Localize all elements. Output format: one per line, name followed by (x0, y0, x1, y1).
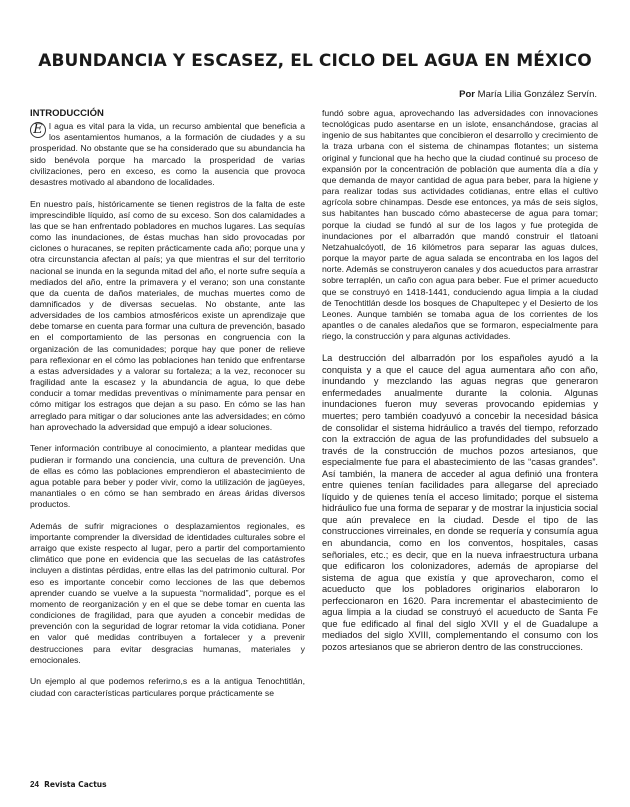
paragraph: En nuestro país, históricamente se tienen registros de la falta de este imprescindible líquido, así como de su exceso. Son dos calamidades a las que se han enfrentado pobladores en muchos lugares. Las sequías como las inundaciones, de éstas muchas han sido provocadas por ciclones o huracanes, se repiten prácticamente cada año; porque una y otra circunstancia afectan al país; ya que mientras el sur del territorio nacional se inunda en la segunda mitad del año, el norte sufre sequía a mediados del año, entre la primavera y el verano; son una constante que da cuenta de daños materiales, de muchas muertes como de damnificados y de diversas secuelas. No obstante, ante las adversidades de los cambios atmosféricos existe un aprendizaje que debe tomarse en cuenta para formar una cultura de prevención, basado en el comportamiento de las personas en congruencia con la organización de las comunidades; porque hay que poner de relieve para reflexionar en el cómo las poblaciones han tenido que enfrentarse a estas adversidades y a valorar su fortaleza; a la vez, reconocer su fragilidad ante la escasez y la abundancia de agua, lo que debe conducir a tomar medidas preventivas o mínimamente para pensar en cómo mitigar los estragos que dejan a su paso. En cómo se las han arreglado para mitigar o dar soluciones ante las adversidades; en cómo han aprovechado la adversidad que empujó a idear soluciones. (30, 198, 305, 432)
paragraph: Un ejemplo al que podemos referirno,s es a la antigua Tenochtitlán, ciudad con características particulares porque prácticamente se (30, 676, 305, 698)
page-number: 24 (30, 780, 39, 789)
paragraph: fundó sobre agua, aprovechando las adversidades con innovaciones tecnológicas pudo asentarse en un islote, ensanchándose, gracias al ingenio de sus habitantes que concibieron el desarrollo y crecimiento de la traza urbana con el sistema de chinampas flotantes; un sistema original y funcional que ha hecho que la ciudad continué su proceso de expansión por la concentración de población que aumenta día a día y que demanda de mayor cantidad de agua para beber, para la higiene y para realizar todas sus actividades cotidianas, entre ellas el cultivo agrícola sobre chinampas. Desde ese entonces, ya más de seis siglos, sus habitantes han buscado cómo abastecerse de agua para tomar; porque la ciudad se fundó al sur de los lagos y fue protegida de inundaciones por el albarradón que mandó construir el tlatoani Netzahualcóyotl, de 16 kilómetros para separar las aguas dulces, porque la mayor parte de agua salada se encontraba en los lagos del norte. Además se construyeron canales y dos acueductos para arrastrar sobre terraplén, un caño con agua para beber. Fue el primer acueducto que se construyó en 1418-1441, conduciendo agua limpia a la ciudad de Tenochtitlán desde los bosques de Chapultepec y el Desierto de los Leones. Aunque también se tomaba agua de los corrientes de los apantles o de canales aledaños que se formaron, especialmente para riego, la construcción y para algunas actividades. (322, 108, 598, 342)
paragraph: Tener información contribuye al conocimiento, a plantear medidas que pudieran ir formando una conciencia, una cultura de prevención. Una de ellas es cómo las poblaciones emprendieron el abastecimiento de agua potable para beber y poder vivir, como la utilización de jagüeyes, manantiales o en cómo se han sembrado en áreas áridas diversos productos. (30, 443, 305, 510)
drop-cap-ornament: E (30, 122, 46, 138)
right-column (322, 108, 598, 665)
byline (459, 89, 597, 100)
paragraph: Además de sufrir migraciones o desplazamientos regionales, es importante comprender la diversidad de identidades culturales sobre el arraigo que existe respecto al lugar, pero a partir del comportamiento climático que pone en evidencia que las secuelas de las catástrofes incluyen a distintas pérdidas, entre ellas las del patrimonio cultural. Por eso es importante concebir como lecciones de las que debemos aprender cuando se vuelve a la supuesta “normalidad”, porque es el momento de reorganización y en el que se debe tomar en cuenta las condiciones de fragilidad, para que ayuden a concebir medidas de prevención con la seguridad de lograr retomar la vida cotidiana. Poner en valor qué medidas contribuyen a fortalecer y a prevenir destrucciones para evitar desgracias humanas, materiales y emocionales. (30, 520, 305, 665)
section-heading: INTRODUCCIÓN (30, 108, 104, 119)
page-footer (30, 780, 107, 789)
magazine-name: Revista Cactus (44, 780, 107, 789)
byline-prefix: Por (459, 89, 476, 100)
left-column (30, 108, 305, 709)
paragraph (30, 121, 305, 188)
paragraph: La destrucción del albarradón por los españoles ayudó a la conquista y a que el cauce del agua aumentara año con año, inundando y mezclando las aguas negras que generaron enfermedades anualmente durante la colonia. Algunas inundaciones fueron muy severas provocando epidemias y muertes; pero también coadyuvó a concebir la necesidad básica de consolidar el sistema hidráulico a través del tiempo, reforzado con la extracción de agua de las profundidades del subsuelo a través de la construcción de muchos pozos artesianos, que especialmente fue para el abastecimiento de las “casas grandes”. Así también, la manera de acceder al agua definió una frontera entre quienes tenían facilidades para allegarse del apreciado líquido y de quienes tenía el acceso limitado; porque el sistema hidráulico fue una forma de separar y de mostrar la injusticia social que aún prevalece en la ciudad. Desde el tipo de las construcciones virreinales, en donde se requería y consumía agua en abundancia, como en los conventos, hospitales, casas señoriales, etc.; es decir, que en la nueva infraestructura urbana que edificaron los colonizadores, además de apropiarse del sistema de agua que existía y que aprovecharon, como el acueducto que los pobladores originarios elaboraron lo perfeccionaron en 1620. Para incrementar el abastecimiento de agua limpia a la ciudad se construyó el acueducto de Santa Fe que fue edificado al final del siglo XVII y el de Guadalupe a mediados del siglo XVIII, complementando el consumo con los pozos artesianos que se abrieron dentro de las construcciones. (322, 353, 598, 652)
byline-author: María Lilia González Servín. (477, 89, 597, 100)
article-title: ABUNDANCIA Y ESCASEZ, EL CICLO DEL AGUA EN MÉXICO (38, 51, 592, 71)
paragraph-text: l agua es vital para la vida, un recurso ambiental que beneficia a los asentamientos humanos, a la formación de ciudades y a su prosperidad. No obstante que se ha considerado que su abundancia ha sido benévola porque ha marcado la prosperidad de varias civilizaciones, pero en exceso, es como la ausencia que provoca desastres motivado al abandono de localidades. (30, 121, 305, 187)
